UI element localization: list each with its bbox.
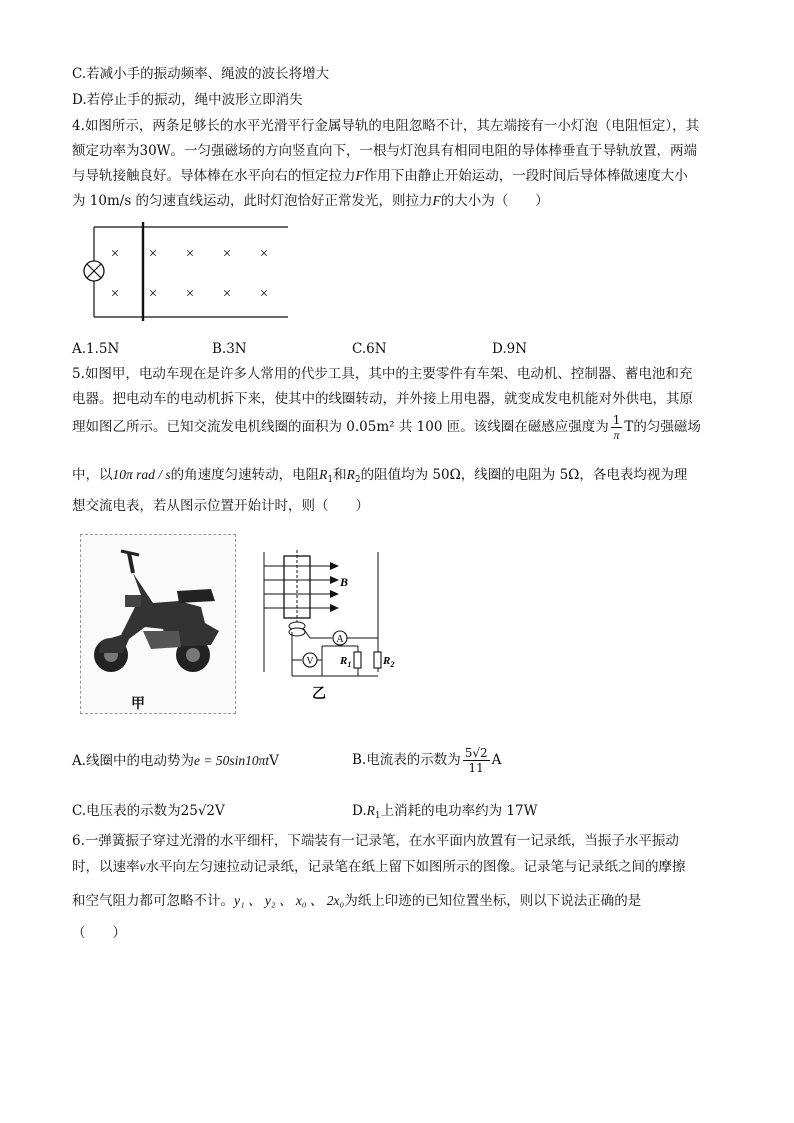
q5-stem-line3: 理如图乙所示。已知交流发电机线圈的面积为 0.05m² 共 100 匝。该线圈在磁感应强度为 $\frac{1}{\pi}$ T的匀强磁场 [72,413,701,442]
q5-option-a: A.线圈中的电动势为e = 50sin10πtV [72,753,279,769]
q4-option-d: D.9N [492,341,528,357]
q5-option-c: C.电压表的示数为25√2V [72,803,225,819]
voltmeter-icon [303,653,317,667]
field-mark: × [185,246,195,262]
scooter-figure [80,534,236,714]
q4-option-a: A.1.5N [72,341,120,357]
q3-option-d: D.若停止手的振动，绳中波形立即消失 [72,92,303,108]
field-mark: × [185,286,195,302]
q4-stem-line2: 额定功率为30W。一匀强磁场的方向竖直向下，一根与灯泡具有相同电阻的导体棒垂直于导轨放置，两端 [72,143,698,159]
field-mark: × [110,286,120,302]
q6-stem-line3: 和空气阻力都可忽略不计。y₁ 、 y₂ 、 x₀ 、 2x₀为纸上印迹的已知位置坐标，则以下说法正确的是 [72,893,642,909]
q4-stem-line1: 4.如图所示，两条足够长的水平光滑平行金属导轨的电阻忽略不计，其左端接有一小灯泡（电阻恒定），其 [72,118,700,134]
field-mark: × [259,286,269,302]
resistor-r2 [374,652,381,668]
lamp-icon [84,261,104,281]
q4-stem-line4: 为 10m/s 的匀速直线运动，此时灯泡恰好正常发光，则拉力F的大小为（ ） [72,193,549,209]
q4-rail-diagram [76,220,290,324]
label-r1: $R_1$ [340,655,352,669]
label-r2: $R_2$ [383,655,395,669]
field-label-b: B [340,575,349,589]
q5-option-b: B.电流表的示数为 $\frac{5√2}{11}$ A [352,746,502,775]
scooter-illustration [81,535,235,713]
field-mark: × [259,246,269,262]
q6-stem-line2: 时，以速率v水平向左匀速拉动记录纸，记录笔在纸上留下如图所示的图像。记录笔与记录纸之间的摩擦 [72,859,686,875]
field-mark: × [148,246,158,262]
q3-option-c: C.若减小手的振动频率、绳波的波长将增大 [72,66,330,82]
q4-stem-line3: 与导轨接触良好。导体棒在水平向右的恒定拉力F作用下由静止开始运动，一段时间后导体棒做速度大小 [72,168,688,184]
ammeter-icon [333,631,347,645]
figure-label-yi: 乙 [312,687,326,700]
induction-fraction: $\frac{1}{\pi}$ [612,413,621,442]
generator-circuit-figure [256,548,396,700]
q5-stem-line1: 5.如图甲，电动车现在是许多人常用的代步工具，其中的主要零件有车架、电动机、控制器、蓄电池和充 [72,366,693,382]
q5-stem-line2: 电器。把电动车的电动机拆下来，使其中的线圈转动，并外接上用电器，就变成发电机能对外供电，其原 [72,391,693,407]
svg-text:A: A [336,634,344,645]
q4-option-c: C.6N [352,341,387,357]
figure-label-jia: 甲 [131,696,145,712]
q6-stem-line1: 6.一弹簧振子穿过光滑的水平细杆，下端装有一记录笔，在水平面内放置有一记录纸，当振子水平振动 [72,833,679,849]
q4-option-b: B.3N [212,341,247,357]
field-mark: × [148,286,158,302]
field-mark: × [110,246,120,262]
q5-option-d: $D.R_1$上消耗的电功率约为 17W [352,803,538,821]
q5-stem-line4: 中，以10π rad / s的角速度匀速转动，电阻$R_1$和$R_2$的阻值均为 50Ω，线圈的电阻为 5Ω，各电表均视为理 [72,467,688,485]
field-mark: × [222,286,232,302]
q5-stem-line5: 想交流电表，若从图示位置开始计时，则（ ） [72,498,369,514]
svg-text:V: V [306,656,314,667]
field-mark: × [222,246,232,262]
resistor-r1 [354,652,361,668]
q6-answer-blank: （ ） [72,925,126,941]
